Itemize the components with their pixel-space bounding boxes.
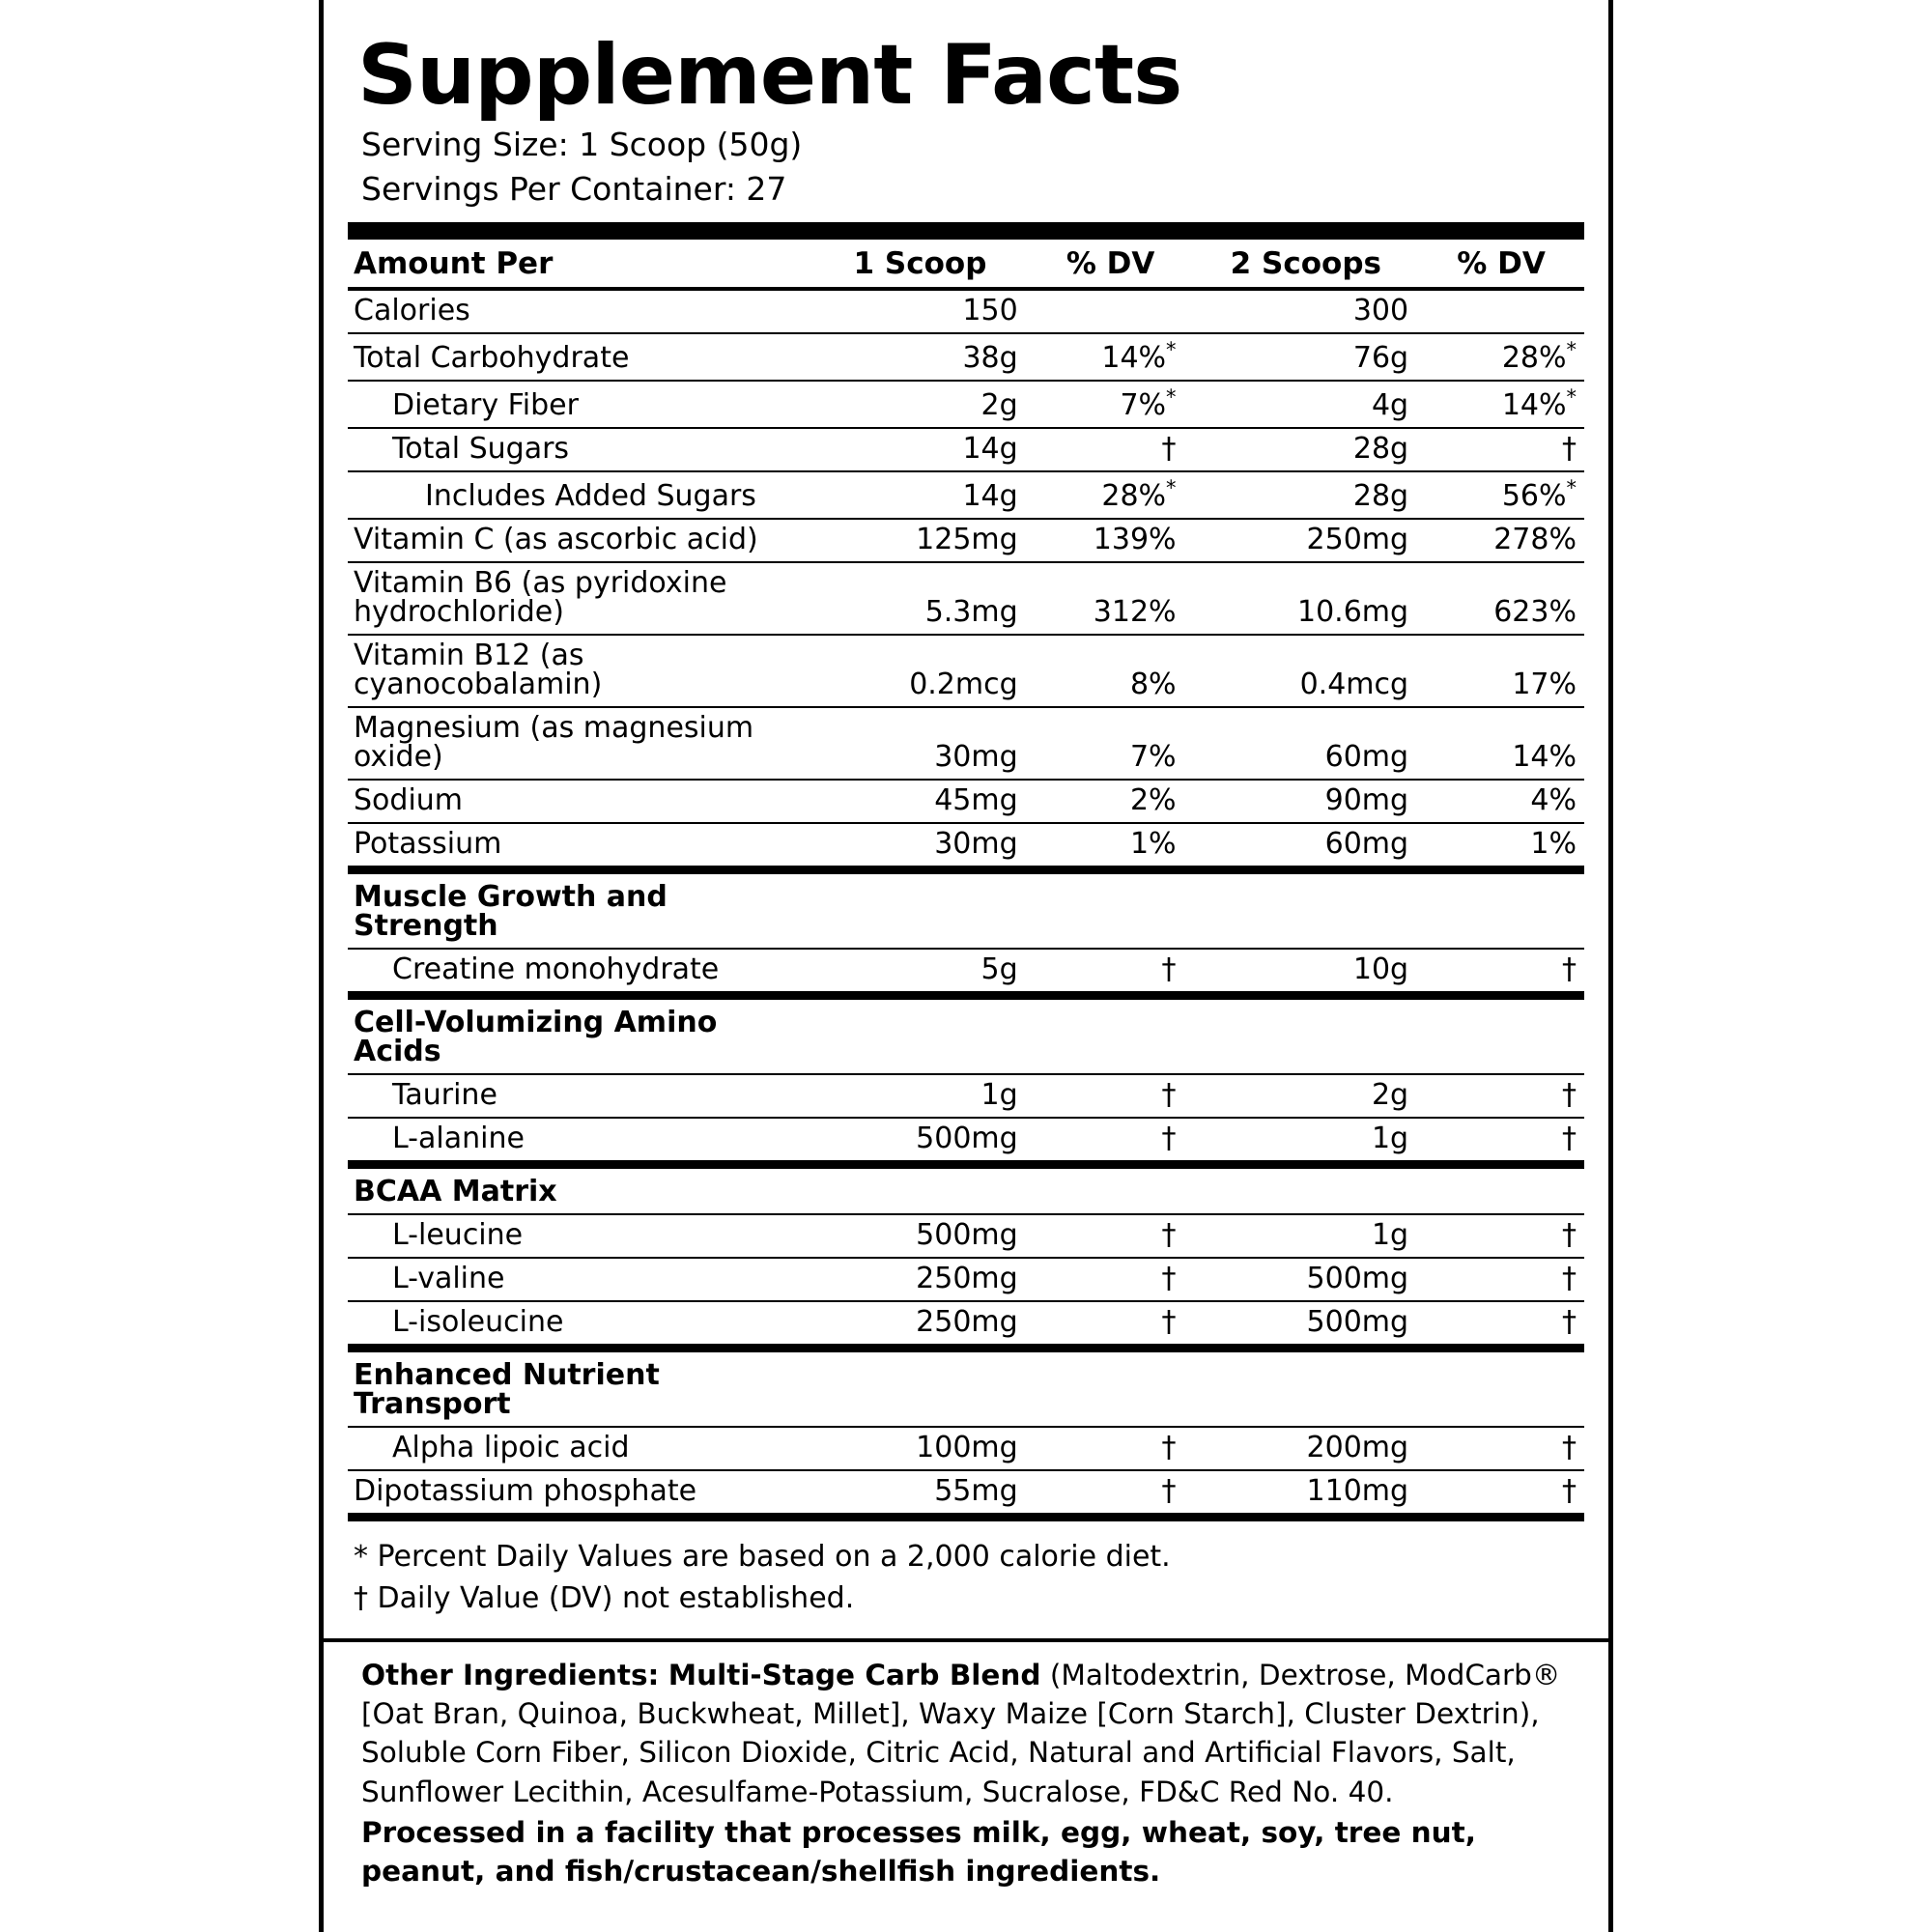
row-dv-scoop1: † xyxy=(1028,1470,1194,1518)
row-dv-scoop1: † xyxy=(1028,1118,1194,1165)
row-label: Cell-Volumizing Amino Acids xyxy=(348,996,812,1075)
row-dv-scoop1: † xyxy=(1028,1301,1194,1349)
row-label: Sodium xyxy=(348,780,812,823)
row-dv-scoop1 xyxy=(1028,1349,1194,1428)
allergen-statement: Processed in a facility that processes milk, egg, wheat, soy, tree nut, peanut, and fish/crustacean/shellfish ingredients. xyxy=(361,1815,1476,1888)
row-value-scoop1: 1g xyxy=(812,1074,1027,1118)
table-row xyxy=(348,1258,1584,1301)
other-ingredients-label: Other Ingredients: xyxy=(361,1659,660,1692)
row-label: Enhanced Nutrient Transport xyxy=(348,1349,812,1428)
row-dv-scoop1: 14%* xyxy=(1028,333,1194,381)
row-label: L-isoleucine xyxy=(348,1301,812,1349)
table-row xyxy=(348,1470,1584,1518)
footnote-daily-value: * Percent Daily Values are based on a 2,000 calorie diet. xyxy=(354,1540,1171,1575)
table-row xyxy=(348,381,1584,428)
row-value-scoop2: 500mg xyxy=(1194,1258,1419,1301)
row-value-scoop1 xyxy=(812,1165,1027,1215)
table-section-row xyxy=(348,996,1584,1075)
row-dv-scoop2: 28%* xyxy=(1418,333,1584,381)
col-header-scoop1: 1 Scoop xyxy=(812,231,1027,289)
row-value-scoop1: 45mg xyxy=(812,780,1027,823)
row-label: BCAA Matrix xyxy=(348,1165,812,1215)
row-label: Taurine xyxy=(348,1074,812,1118)
row-value-scoop2: 10g xyxy=(1194,949,1419,996)
section-divider xyxy=(324,1638,1608,1642)
row-dv-scoop1 xyxy=(1028,996,1194,1075)
row-value-scoop2: 60mg xyxy=(1194,823,1419,870)
table-row xyxy=(348,428,1584,471)
supplement-facts-content xyxy=(348,27,1584,1890)
row-value-scoop1 xyxy=(812,996,1027,1075)
row-value-scoop2: 500mg xyxy=(1194,1301,1419,1349)
row-label: Dietary Fiber xyxy=(348,381,812,428)
col-header-scoop2: 2 Scoops xyxy=(1194,231,1419,289)
row-dv-scoop1: † xyxy=(1028,1258,1194,1301)
row-value-scoop2: 90mg xyxy=(1194,780,1419,823)
table-row xyxy=(348,562,1584,635)
table-row xyxy=(348,823,1584,870)
row-dv-scoop1 xyxy=(1028,870,1194,950)
row-dv-scoop2: 4% xyxy=(1418,780,1584,823)
row-value-scoop1: 5g xyxy=(812,949,1027,996)
row-label: Creatine monohydrate xyxy=(348,949,812,996)
row-value-scoop2: 1g xyxy=(1194,1118,1419,1165)
row-dv-scoop2: 14%* xyxy=(1418,381,1584,428)
row-label: Magnesium (as magnesium oxide) xyxy=(348,707,812,780)
row-value-scoop2: 250mg xyxy=(1194,519,1419,562)
table-section-row xyxy=(348,1349,1584,1428)
row-dv-scoop2: 56%* xyxy=(1418,471,1584,519)
row-value-scoop2: 4g xyxy=(1194,381,1419,428)
row-label: Calories xyxy=(348,289,812,333)
row-value-scoop1: 14g xyxy=(812,471,1027,519)
row-dv-scoop2: † xyxy=(1418,1301,1584,1349)
table-row xyxy=(348,635,1584,707)
row-label: Vitamin C (as ascorbic acid) xyxy=(348,519,812,562)
supplement-facts-panel xyxy=(319,0,1613,1932)
row-label: Muscle Growth and Strength xyxy=(348,870,812,950)
row-dv-scoop1: 312% xyxy=(1028,562,1194,635)
row-label: L-valine xyxy=(348,1258,812,1301)
row-dv-scoop2 xyxy=(1418,1165,1584,1215)
other-ingredients-body: (Maltodextrin, Dextrose, ModCarb® [Oat Bran, Quinoa, Buckwheat, Millet], Waxy Maize [Corn Starch], Cluster Dextrin), Soluble Corn Fiber, Silicon Dioxide, Citric Acid, Natural and Artificial Flavors, Salt, Sunflower Lecithin, Acesulfame-Potassium, Sucralose, FD&C Red No. 40. xyxy=(361,1659,1561,1808)
row-label: Total Carbohydrate xyxy=(348,333,812,381)
row-label: Vitamin B12 (as cyanocobalamin) xyxy=(348,635,812,707)
row-value-scoop1: 100mg xyxy=(812,1427,1027,1470)
row-value-scoop2 xyxy=(1194,1349,1419,1428)
row-dv-scoop1: † xyxy=(1028,1214,1194,1258)
row-label: L-leucine xyxy=(348,1214,812,1258)
row-dv-scoop2: † xyxy=(1418,1470,1584,1518)
row-dv-scoop2 xyxy=(1418,996,1584,1075)
row-value-scoop2: 2g xyxy=(1194,1074,1419,1118)
row-dv-scoop1: † xyxy=(1028,428,1194,471)
row-dv-scoop1: 1% xyxy=(1028,823,1194,870)
row-dv-scoop1: † xyxy=(1028,1427,1194,1470)
row-dv-scoop2: 623% xyxy=(1418,562,1584,635)
row-dv-scoop1: † xyxy=(1028,949,1194,996)
table-row xyxy=(348,1301,1584,1349)
row-value-scoop2: 60mg xyxy=(1194,707,1419,780)
row-value-scoop2: 110mg xyxy=(1194,1470,1419,1518)
table-row xyxy=(348,471,1584,519)
table-row xyxy=(348,333,1584,381)
table-row xyxy=(348,949,1584,996)
table-row xyxy=(348,1214,1584,1258)
row-dv-scoop1: 2% xyxy=(1028,780,1194,823)
table-section-row xyxy=(348,1165,1584,1215)
table-row xyxy=(348,780,1584,823)
row-dv-scoop2 xyxy=(1418,1349,1584,1428)
row-value-scoop1 xyxy=(812,870,1027,950)
row-value-scoop2: 0.4mcg xyxy=(1194,635,1419,707)
row-label: Dipotassium phosphate xyxy=(348,1470,812,1518)
col-header-dv1: % DV xyxy=(1028,231,1194,289)
row-dv-scoop2: 1% xyxy=(1418,823,1584,870)
row-value-scoop1: 0.2mcg xyxy=(812,635,1027,707)
row-dv-scoop1: 7% xyxy=(1028,707,1194,780)
row-dv-scoop1: 7%* xyxy=(1028,381,1194,428)
row-value-scoop2: 28g xyxy=(1194,428,1419,471)
nutrition-table xyxy=(348,222,1584,1521)
row-value-scoop1: 250mg xyxy=(812,1258,1027,1301)
row-value-scoop1: 14g xyxy=(812,428,1027,471)
row-value-scoop2: 28g xyxy=(1194,471,1419,519)
col-header-name: Amount Per xyxy=(348,231,812,289)
row-value-scoop2 xyxy=(1194,1165,1419,1215)
row-value-scoop1: 125mg xyxy=(812,519,1027,562)
row-dv-scoop1: † xyxy=(1028,1074,1194,1118)
row-value-scoop2 xyxy=(1194,870,1419,950)
row-dv-scoop2: † xyxy=(1418,1118,1584,1165)
row-dv-scoop2: 278% xyxy=(1418,519,1584,562)
table-row xyxy=(348,707,1584,780)
row-value-scoop1: 30mg xyxy=(812,707,1027,780)
row-dv-scoop1 xyxy=(1028,289,1194,333)
row-dv-scoop2: † xyxy=(1418,1214,1584,1258)
serving-size: Serving Size: 1 Scoop (50g) xyxy=(361,126,803,163)
row-value-scoop1: 30mg xyxy=(812,823,1027,870)
carb-blend-label: Multi-Stage Carb Blend xyxy=(668,1659,1041,1692)
row-dv-scoop2: † xyxy=(1418,949,1584,996)
row-dv-scoop2 xyxy=(1418,289,1584,333)
row-value-scoop1: 150 xyxy=(812,289,1027,333)
row-value-scoop2: 300 xyxy=(1194,289,1419,333)
row-value-scoop1 xyxy=(812,1349,1027,1428)
row-value-scoop1: 2g xyxy=(812,381,1027,428)
row-label: L-alanine xyxy=(348,1118,812,1165)
table-row xyxy=(348,519,1584,562)
footnote-dv-not-established: † Daily Value (DV) not established. xyxy=(354,1580,855,1615)
row-value-scoop2: 1g xyxy=(1194,1214,1419,1258)
table-row xyxy=(348,1118,1584,1165)
table-header-row xyxy=(348,231,1584,289)
row-value-scoop1: 55mg xyxy=(812,1470,1027,1518)
row-dv-scoop2: † xyxy=(1418,428,1584,471)
table-row xyxy=(348,1427,1584,1470)
row-dv-scoop2 xyxy=(1418,870,1584,950)
row-value-scoop1: 38g xyxy=(812,333,1027,381)
row-dv-scoop2: † xyxy=(1418,1427,1584,1470)
row-dv-scoop2: 17% xyxy=(1418,635,1584,707)
row-value-scoop1: 5.3mg xyxy=(812,562,1027,635)
row-value-scoop2: 200mg xyxy=(1194,1427,1419,1470)
row-value-scoop1: 500mg xyxy=(812,1118,1027,1165)
row-value-scoop2: 76g xyxy=(1194,333,1419,381)
row-label: Alpha lipoic acid xyxy=(348,1427,812,1470)
row-dv-scoop1 xyxy=(1028,1165,1194,1215)
servings-per-container: Servings Per Container: 27 xyxy=(361,169,787,208)
table-row xyxy=(348,289,1584,333)
row-dv-scoop1: 139% xyxy=(1028,519,1194,562)
row-value-scoop1: 500mg xyxy=(812,1214,1027,1258)
page-title: Supplement Facts xyxy=(357,27,1182,124)
row-dv-scoop2: 14% xyxy=(1418,707,1584,780)
row-value-scoop2: 10.6mg xyxy=(1194,562,1419,635)
row-dv-scoop1: 8% xyxy=(1028,635,1194,707)
row-label: Potassium xyxy=(348,823,812,870)
row-dv-scoop2: † xyxy=(1418,1074,1584,1118)
other-ingredients xyxy=(361,1656,1584,1810)
row-dv-scoop2: † xyxy=(1418,1258,1584,1301)
row-label: Includes Added Sugars xyxy=(348,471,812,519)
col-header-dv2: % DV xyxy=(1418,231,1584,289)
row-label: Total Sugars xyxy=(348,428,812,471)
row-value-scoop1: 250mg xyxy=(812,1301,1027,1349)
table-row xyxy=(348,1074,1584,1118)
row-label: Vitamin B6 (as pyridoxine hydrochloride) xyxy=(348,562,812,635)
row-dv-scoop1: 28%* xyxy=(1028,471,1194,519)
row-value-scoop2 xyxy=(1194,996,1419,1075)
table-section-row xyxy=(348,870,1584,950)
